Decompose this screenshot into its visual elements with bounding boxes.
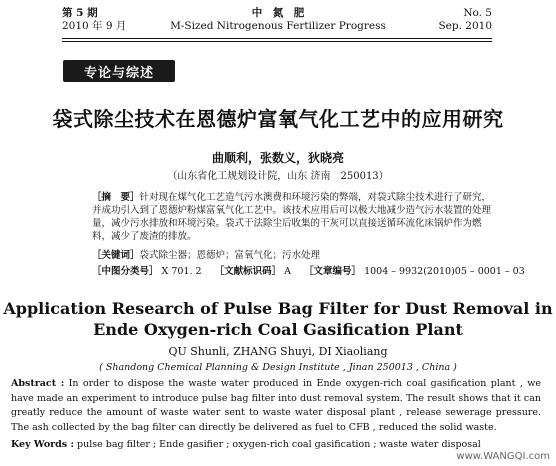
chinese-keywords-text: 袋式除尘器；恩德炉；富氧气化；污水处理 [139,250,321,261]
article-no-label: ［文章编号］ [304,266,362,277]
chinese-abstract-text: 针对现在煤气化工艺造气污水澳费和环境污染的弊端，对袋式除尘技术进行了研究，并成功引入到了恩德炉粉煤富氧气化工艺中。该技术应用后可以极大地减少造气污水装置的处理量，减少污水排放和环境污染。袋式干法除尘后收集的干灰可以直接送循环流化床锅炉作为燃料，减少了废渣的排放。 [92,192,492,242]
section-badge-label: 专论与综述 [83,65,154,81]
english-abstract [11,377,541,435]
doc-code-label: ［文献标识码］ [214,266,282,277]
header-rule-bottom [62,41,492,42]
english-title-line2: Ende Oxygen-rich Coal Gasification Plant [93,320,463,339]
header-rule-top [62,38,492,39]
article-no-value: 1004 – 9932(2010)05 – 0001 – 03 [364,266,525,277]
date-en: Sep. 2010 [438,20,492,32]
chinese-affiliation: （山东省化工规划设计院，山东 济南 250013） [167,171,389,182]
english-title-line1: Application Research of Pulse Bag Filter for Dust Removal in [3,299,553,318]
journal-cn: 中 氮 肥 [251,7,305,19]
english-abstract-label: Abstract : [11,378,65,389]
chinese-abstract-label: ［摘 要］ [92,192,140,203]
section-badge [63,60,175,82]
chinese-abstract [92,191,496,243]
issue-en: No. 5 [463,7,492,19]
english-keywords [11,438,481,451]
english-affiliation: ( Shandong Chemical Planning & Design Institute , Jinan 250013 , China ) [99,362,457,373]
chinese-keywords [92,249,320,262]
journal-en: M-Sized Nitrogenous Fertilizer Progress [170,20,386,32]
chinese-keywords-label: ［关键词］ [92,250,140,261]
doc-code-value: A [284,266,291,277]
english-keywords-text: pulse bag filter ; Ende gasifier ; oxygen-rich coal gasification ; waste water disposal [73,439,481,450]
date-cn: 2010 年 9 月 [62,20,127,32]
english-authors: QU Shunli, ZHANG Shuyi, DI Xiaoliang [168,345,388,358]
clc-label: ［中图分类号］ [92,266,159,277]
clc-value: X 701. 2 [161,266,202,277]
english-abstract-text: In order to dispose the waste water produced in Ende oxygen-rich coal gasification plant , we have made an experiment to introduce pulse bag filter into dust removal system. The result shows that it can greatly reduce the amount of waste water sent to waste water disposal plant , release sewerage pressure. The ash collected by the bag filter can directly be delivered as fuel to CFB , reduced the solid waste. [11,378,541,433]
chinese-title: 袋式除尘技术在恩德炉富氧气化工艺中的应用研究 [52,107,504,131]
english-title [0,298,556,340]
header-right [438,7,492,33]
classification-line [92,265,525,278]
issue-cn: 第 5 期 [62,7,98,19]
chinese-authors: 曲顺利，张数义，狄晓亮 [211,151,344,165]
english-keywords-label: Key Words : [11,439,74,450]
watermark: www.WANGQI.com [456,451,550,462]
